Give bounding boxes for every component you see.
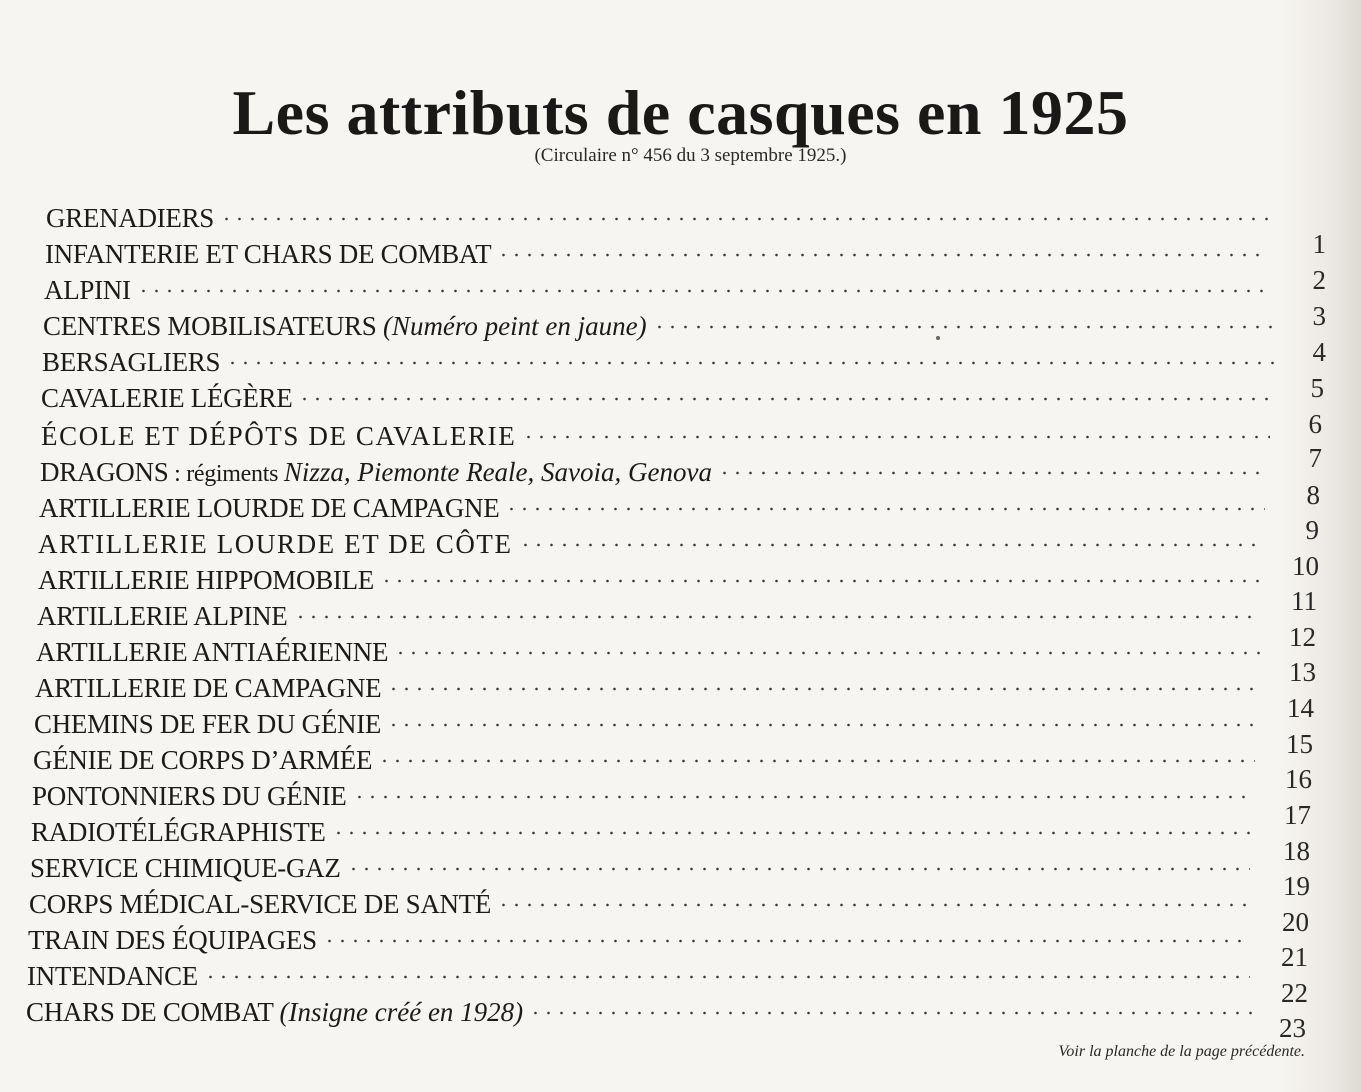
toc-entry-label	[41, 381, 292, 415]
toc-entry-title: CAVALERIE LÉGÈRE	[41, 383, 293, 413]
toc-entry-number: 22	[1281, 978, 1308, 1008]
toc-entry	[35, 663, 1260, 703]
toc-entry-title: ARTILLERIE LOURDE ET DE CÔTE	[38, 529, 513, 559]
toc-entry	[44, 265, 1272, 305]
toc-entry	[39, 483, 1265, 523]
toc-entry-title: INFANTERIE ET CHARS DE COMBAT	[45, 239, 492, 269]
toc-entry	[32, 771, 1255, 811]
toc-entry	[30, 843, 1250, 883]
toc-entry-number: 16	[1285, 764, 1312, 794]
toc-entry-number: 11	[1291, 586, 1317, 616]
toc-entry-number: 13	[1289, 657, 1316, 687]
toc-entry	[29, 879, 1250, 919]
toc-entry-title: SERVICE CHIMIQUE-GAZ	[30, 853, 341, 883]
toc-entry-title: ARTILLERIE DE CAMPAGNE	[35, 673, 382, 703]
toc-entry-title: ALPINI	[44, 275, 131, 305]
dot-leader	[529, 995, 1255, 1029]
dot-leader	[298, 381, 1270, 415]
toc-entry	[43, 301, 1280, 341]
toc-entry-number: 8	[1306, 480, 1320, 510]
toc-entry-number: 18	[1283, 836, 1310, 866]
toc-entry-note: (Numéro peint en jaune)	[382, 311, 647, 341]
toc-entry-title: GRENADIERS	[46, 203, 215, 233]
toc-entry-title: RADIOTÉLÉGRAPHISTE	[31, 817, 326, 847]
toc-entry-suffix: : régiments	[168, 461, 284, 487]
toc-entry-title: PONTONNIERS DU GÉNIE	[32, 781, 347, 811]
toc-entry-number: 15	[1286, 729, 1313, 759]
toc-entry-title: INTENDANCE	[27, 961, 198, 991]
toc-entry-title: CORPS MÉDICAL-SERVICE DE SANTÉ	[29, 889, 492, 919]
page-subtitle: (Circulaire n° 456 du 3 septembre 1925.)	[534, 145, 847, 166]
toc-entry	[41, 411, 1270, 451]
toc-entry-number: 23	[1279, 1013, 1306, 1043]
toc-entry-number: 2	[1312, 265, 1326, 295]
toc-entry	[26, 987, 1255, 1027]
toc-entry-title: CHARS DE COMBAT	[26, 997, 274, 1027]
toc-entry-number: 4	[1312, 337, 1326, 367]
toc-entry	[45, 229, 1268, 269]
toc-entry-title: ARTILLERIE HIPPOMOBILE	[38, 565, 375, 595]
toc-entry-number: 17	[1284, 800, 1311, 830]
toc-entry	[38, 555, 1260, 595]
toc-entry	[46, 193, 1270, 233]
toc-entry-number: 12	[1289, 622, 1316, 652]
toc-entry	[41, 373, 1270, 413]
toc-entry-title: ARTILLERIE ALPINE	[37, 601, 288, 631]
toc-entry-title: GÉNIE DE CORPS D’ARMÉE	[33, 745, 373, 775]
toc-entry-note: (Insigne créé en 1928)	[279, 997, 524, 1027]
toc-entry	[37, 591, 1260, 631]
toc-entry-title: DRAGONS	[40, 457, 169, 487]
toc-entry-number: 19	[1283, 871, 1310, 901]
toc-entry-label	[26, 995, 523, 1029]
toc-entry-number: 3	[1312, 301, 1326, 331]
toc-entry	[42, 337, 1275, 377]
toc-entry-number: 1	[1312, 229, 1326, 259]
toc-entry	[28, 915, 1250, 955]
toc-entry-number: 9	[1305, 515, 1319, 545]
toc-entry-title: BERSAGLIERS	[42, 347, 221, 377]
toc-entry	[31, 807, 1250, 847]
toc-entry-number: 5	[1310, 373, 1324, 403]
scan-speck	[936, 336, 940, 340]
toc-entry	[33, 735, 1255, 775]
toc-entry-title: ARTILLERIE ANTIAÉRIENNE	[36, 637, 389, 667]
toc-entry-title: TRAIN DES ÉQUIPAGES	[28, 925, 317, 955]
toc-entry-title: CHEMINS DE FER DU GÉNIE	[34, 709, 382, 739]
toc-entry-number: 10	[1292, 551, 1319, 581]
toc-entry-number: 7	[1308, 443, 1322, 473]
toc-entry	[34, 699, 1255, 739]
toc-entry	[36, 627, 1262, 667]
toc-entry	[38, 519, 1265, 559]
toc-entry	[27, 951, 1250, 991]
toc-entry	[40, 447, 1268, 487]
toc-entry-title: ARTILLERIE LOURDE DE CAMPAGNE	[39, 493, 500, 523]
toc-entry-number: 6	[1308, 409, 1322, 439]
toc-entry-number: 21	[1281, 942, 1308, 972]
toc-entry-number: 20	[1282, 907, 1309, 937]
toc-entry-title: CENTRES MOBILISATEURS	[43, 311, 377, 341]
footnote: Voir la planche de la page précédente.	[1058, 1043, 1305, 1060]
toc-entry-title: ÉCOLE ET DÉPÔTS DE CAVALERIE	[41, 421, 517, 451]
toc-entry-note: Nizza, Piemonte Reale, Savoia, Genova	[283, 457, 712, 487]
page-title: Les attributs de casques en 1925	[232, 76, 1129, 148]
toc-entry-number: 14	[1287, 693, 1314, 723]
